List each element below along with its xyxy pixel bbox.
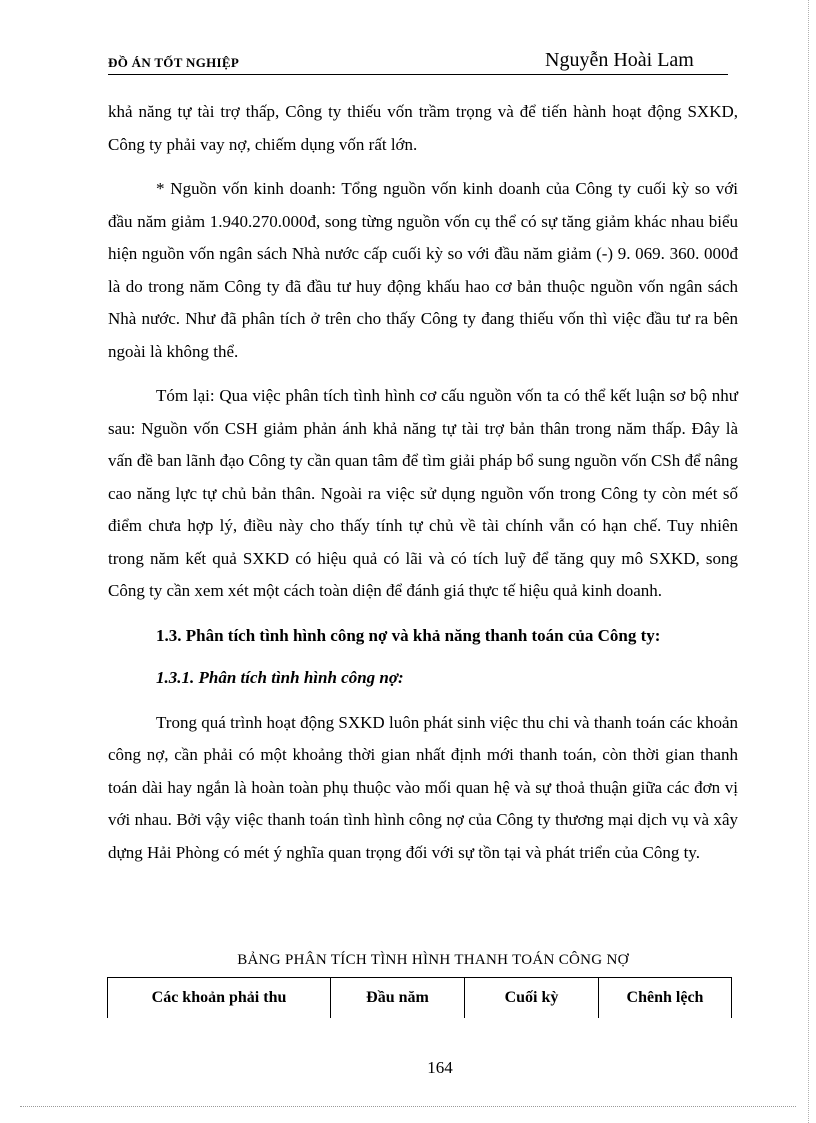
page-header <box>108 46 728 75</box>
page-right-dotted-border <box>808 0 809 1123</box>
column-header-difference: Chênh lệch <box>599 978 732 1019</box>
column-header-receivables: Các khoản phải thu <box>108 978 331 1019</box>
subsection-heading: 1.3.1. Phân tích tình hình công nợ: <box>156 668 404 687</box>
table-header-row <box>108 978 732 1019</box>
header-author-name: Nguyễn Hoài Lam <box>545 49 694 71</box>
body-text <box>108 96 738 881</box>
paragraph-summary: Tóm lại: Qua việc phân tích tình hình cơ cấu nguồn vốn ta có thể kết luận sơ bộ như sau: Nguồn vốn CSH giảm phản ánh khả năng tự tài trợ bản thân trong năm thấp. Đây là vấn đề ban lãnh đạo Công ty cần quan tâm để tìm giải pháp bổ sung nguồn vốn CSh để nâng cao năng lực tự chủ bản thân. Ngoài ra việc sử dụng nguồn vốn trong Công ty còn mét số điểm chưa hợp lý, điều này cho thấy tính tự chủ về tài chính vẫn có hạn chế. Tuy nhiên trong năm kết quả SXKD có hiệu quả có lãi và có tích luỹ để tăng quy mô SXKD, song Công ty cần xem xét một cách toàn diện để đánh giá thực tế hiệu quả kinh doanh. <box>108 386 738 600</box>
page-number: 164 <box>427 1058 453 1077</box>
paragraph-debt-analysis: Trong quá trình hoạt động SXKD luôn phát sinh việc thu chi và thanh toán các khoản công nợ, cần phải có một khoảng thời gian nhất định mới thanh toán, còn thời gian thanh toán dài hay ngắn là hoàn toàn phụ thuộc vào mối quan hệ và sự thoả thuận giữa các đơn vị với nhau. Bởi vậy việc thanh toán tình hình công nợ của Công ty thương mại dịch vụ và xây dựng Hải Phòng có mét ý nghĩa quan trọng đối với sự tồn tại và phát triển của Công ty. <box>108 712 738 862</box>
debt-analysis-table <box>107 977 732 1018</box>
table-title: BẢNG PHÂN TÍCH TÌNH HÌNH THANH TOÁN CÔNG NỢ <box>237 952 629 968</box>
paragraph-continuation: khả năng tự tài trợ thấp, Công ty thiếu vốn trầm trọng và để tiến hành hoạt động SXKD, Công ty phải vay nợ, chiếm dụng vốn rất lớn. <box>108 102 738 154</box>
column-header-end-of-period: Cuối kỳ <box>465 978 599 1019</box>
paragraph-business-capital: * Nguồn vốn kinh doanh: Tổng nguồn vốn kinh doanh của Công ty cuối kỳ so với đầu năm giảm 1.940.270.000đ, song từng nguồn vốn cụ thể có sự tăng giảm khác nhau biểu hiện nguồn vốn ngân sách Nhà nước cấp cuối kỳ so với đầu năm giảm (-) 9. 069. 360. 000đ là do trong năm Công ty đã đầu tư huy động khấu hao cơ bản thuộc nguồn vốn ngân sách Nhà nước. Như đã phân tích ở trên cho thấy Công ty đang thiếu vốn thì việc đầu tư ra bên ngoài là không thể. <box>108 179 738 361</box>
page-bottom-dotted-border <box>20 1106 796 1107</box>
column-header-start-of-year: Đầu năm <box>331 978 465 1019</box>
section-heading: 1.3. Phân tích tình hình công nợ và khả năng thanh toán của Công ty: <box>156 625 661 645</box>
header-thesis-label: ĐỒ ÁN TỐT NGHIỆP <box>108 55 240 70</box>
